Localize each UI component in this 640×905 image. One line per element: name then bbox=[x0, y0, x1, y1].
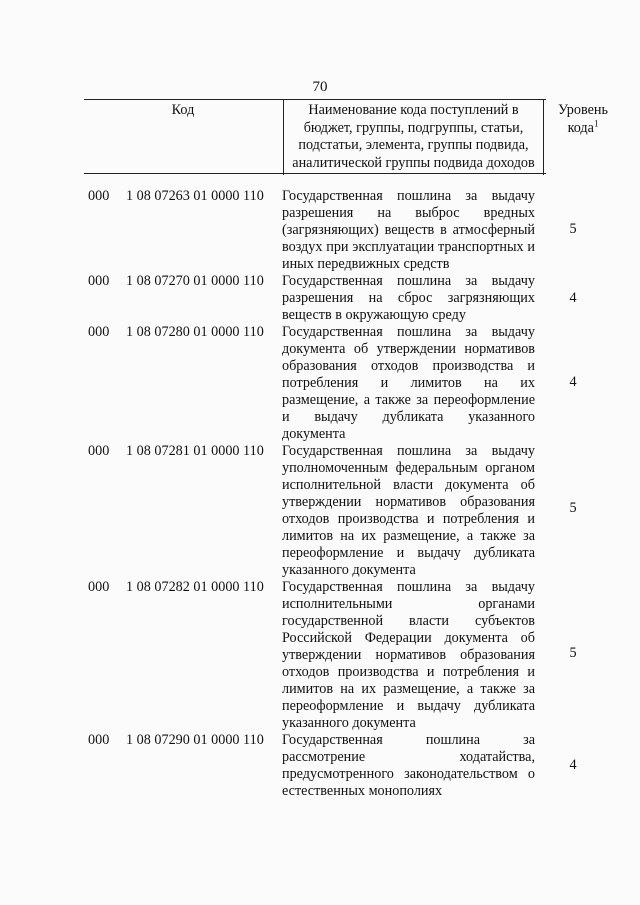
code-level: 4 bbox=[569, 290, 577, 306]
table-row bbox=[88, 188, 588, 273]
revenue-name: Государственная пошлина за выдачу исполнительными органами государственной власти субъектов Российской Федерации документа об утверждении нормативов образования отходов производства и потребления и лимитов на их размещение, а также за переоформление и выдачу дубликата указанного документа bbox=[282, 579, 535, 731]
code-level: 4 bbox=[569, 374, 577, 390]
table-body bbox=[88, 188, 588, 800]
table-row bbox=[88, 443, 588, 579]
admin-code: 000 bbox=[88, 443, 110, 459]
code-level: 5 bbox=[569, 500, 577, 516]
revenue-code: 1 08 07280 01 0000 110 bbox=[126, 324, 264, 340]
admin-code: 000 bbox=[88, 732, 110, 748]
footnote-marker: 1 bbox=[593, 117, 599, 128]
table-row bbox=[88, 732, 588, 800]
revenue-code: 1 08 07270 01 0000 110 bbox=[126, 273, 264, 289]
header-code: Код bbox=[171, 102, 195, 118]
table-row bbox=[88, 324, 588, 443]
revenue-code: 1 08 07282 01 0000 110 bbox=[126, 579, 264, 595]
revenue-name: Государственная пошлина за рассмотрение ходатайства, предусмотренного законодательством о естественных монополиях bbox=[282, 732, 535, 799]
table-header bbox=[84, 99, 608, 174]
code-level: 4 bbox=[569, 757, 577, 773]
page-number: 70 bbox=[312, 79, 328, 95]
header-level bbox=[543, 100, 623, 175]
table-row bbox=[88, 579, 588, 732]
revenue-name: Государственная пошлина за выдачу уполномоченным федеральным органом исполнительной власти документа об утверждении нормативов образования отходов производства и потребления и лимитов на их размещение, а также за переоформление и выдачу дубликата указанного документа bbox=[282, 443, 535, 578]
admin-code: 000 bbox=[88, 273, 110, 289]
revenue-name: Государственная пошлина за выдачу документа об утверждении нормативов образования отходов производства и потребления и лимитов на их размещение, а также за переоформление и выдачу дубликата указанного документа bbox=[282, 324, 535, 442]
header-name: Наименование кода поступлений в бюджет, группы, подгруппы, статьи, подстатьи, элемента, группы подвида, аналитической группы подвида доходов bbox=[283, 100, 544, 175]
code-level: 5 bbox=[569, 221, 577, 237]
admin-code: 000 bbox=[88, 579, 110, 595]
admin-code: 000 bbox=[88, 324, 110, 340]
code-level: 5 bbox=[569, 645, 577, 661]
revenue-code: 1 08 07281 01 0000 110 bbox=[126, 443, 264, 459]
table-row bbox=[88, 273, 588, 324]
header-level-label: Уровень кода bbox=[558, 102, 608, 136]
revenue-name: Государственная пошлина за выдачу разрешения на сброс загрязняющих веществ в окружающую среду bbox=[282, 273, 535, 323]
revenue-code: 1 08 07290 01 0000 110 bbox=[126, 732, 264, 748]
revenue-name: Государственная пошлина за выдачу разрешения на выброс вредных (загрязняющих) веществ в атмосферный воздух при эксплуатации транспортных и иных передвижных средств bbox=[282, 188, 535, 272]
admin-code: 000 bbox=[88, 188, 110, 204]
revenue-code: 1 08 07263 01 0000 110 bbox=[126, 188, 264, 204]
